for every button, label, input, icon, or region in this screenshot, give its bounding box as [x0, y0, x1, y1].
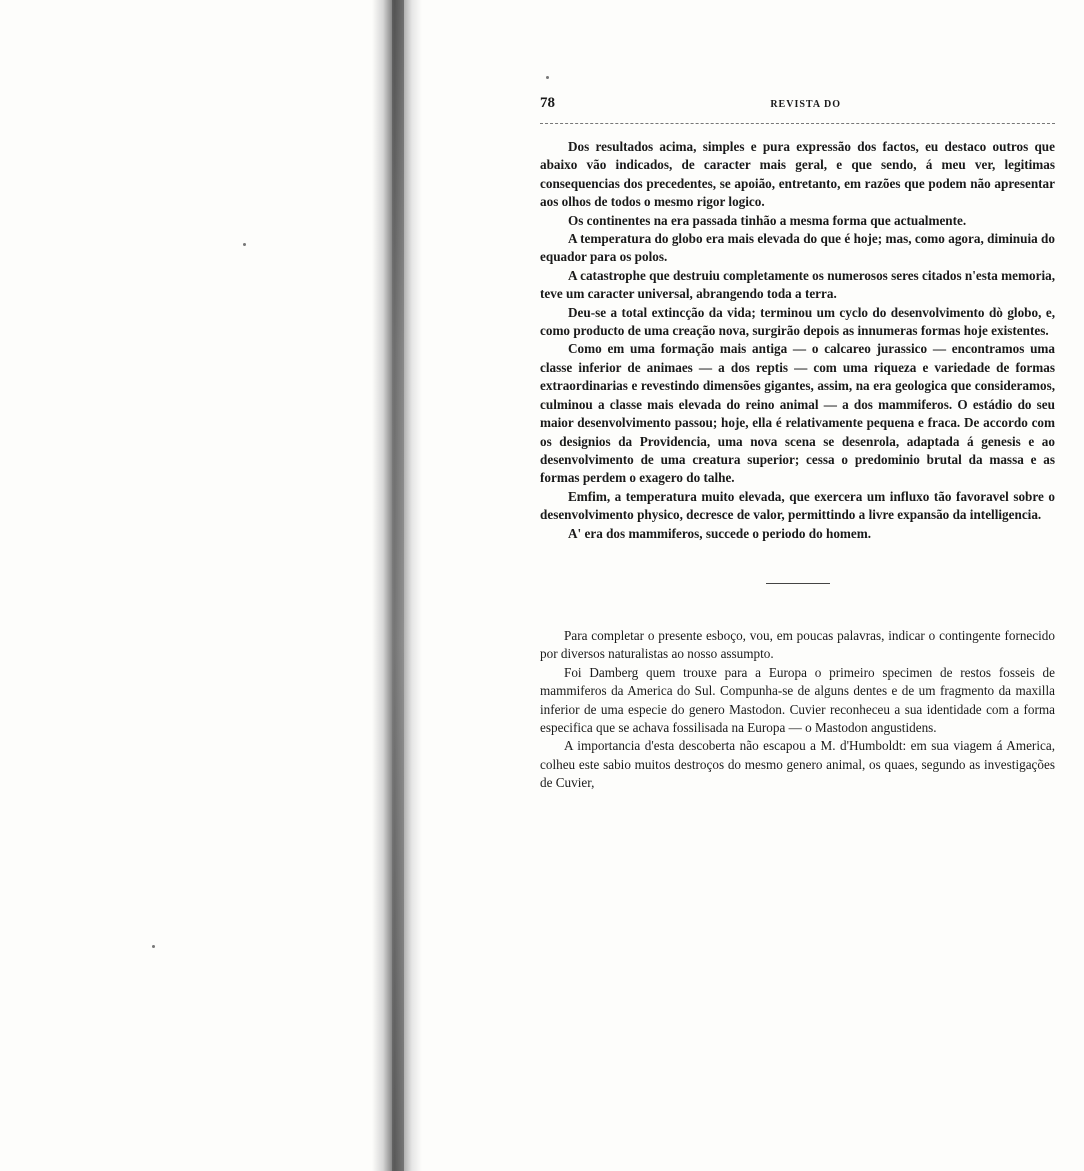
scan-speck [546, 76, 549, 79]
paragraph: Foi Damberg quem trouxe para a Europa o primeiro specimen de restos fosseis de mammiferos da America do Sul. Compunha-se de alguns dentes e de um fragmento da maxilla inferior de uma especie do genero Mastodon. Cuvier reconheceu a sua identidade com a forma especifica que se achava fossilisada na Europa — o Mastodon angustidens. [540, 664, 1055, 735]
section-divider [766, 583, 830, 584]
paragraph: Deu-se a total extincção da vida; terminou um cyclo do desenvolvimento dò globo, e, como producto de uma creação nova, surgirão depois as innumeras formas hoje existentes. [540, 304, 1055, 339]
paragraph: Emfim, a temperatura muito elevada, que exercera um influxo tão favoravel sobre o desenvolvimento physico, decresce de valor, permittindo a livre expansão da intelligencia. [540, 488, 1055, 523]
document-page [540, 95, 1055, 793]
paragraph: Para completar o presente esboço, vou, em poucas palavras, indicar o contingente fornecido por diversos naturalistas ao nosso assumpto. [540, 627, 1055, 662]
paragraph: A catastrophe que destruiu completamente os numerosos seres citados n'esta memoria, teve um caracter universal, abrangendo toda a terra. [540, 267, 1055, 302]
section-conclusions [540, 138, 1055, 543]
paragraph: A' era dos mammiferos, succede o periodo do homem. [568, 525, 872, 541]
paragraph: Os continentes na era passada tinhão a mesma forma que actualmente. [568, 212, 967, 228]
paragraph: Como em uma formação mais antiga — o calcareo jurassico — encontramos uma classe inferior de animaes — a dos reptis — com uma riqueza e variedade de formas extraordinarias e revestindo dimensões gigantes, assim, na era geologica que consideramos, culminou a classe mais elevada do reino animal — a dos mammiferos. O estádio do seu maior desenvolvimento passou; hoje, ella é relativamente pequena e fraca. De accordo com os designios da Providencia, uma nova scena se desenrola, adaptada á genesis e ao desenvolvimento de uma creatura superior; cessa o predominio brutal da massa e as formas perdem o exagero do talhe. [540, 341, 1055, 486]
paragraph: A importancia d'esta descoberta não escapou a M. d'Humboldt: em sua viagem á America, colheu este sabio muitos destroços do mesmo genero animal, os quaes, segundo as investigações de Cuvier, [540, 738, 1055, 791]
paragraph: A temperatura do globo era mais elevada do que é hoje; mas, como agora, diminuia do equador para os polos. [540, 231, 1055, 265]
page-number: 78 [540, 95, 555, 111]
scan-speck [152, 945, 155, 948]
page-header [540, 95, 1055, 124]
scan-speck [243, 243, 246, 246]
binding-fold [392, 0, 404, 1171]
paragraph: Dos resultados acima, simples e pura expressão dos factos, eu destaco outros que abaixo vão indicados, de caracter mais geral, e que sendo, á meu ver, legitimas consequencias dos precedentes, se apoião, entretanto, em razões que podem não apresentar aos olhos de todos o mesmo rigor logico. [540, 139, 1055, 210]
running-head: REVISTA DO [770, 99, 841, 110]
section-naturalists [540, 627, 1055, 793]
